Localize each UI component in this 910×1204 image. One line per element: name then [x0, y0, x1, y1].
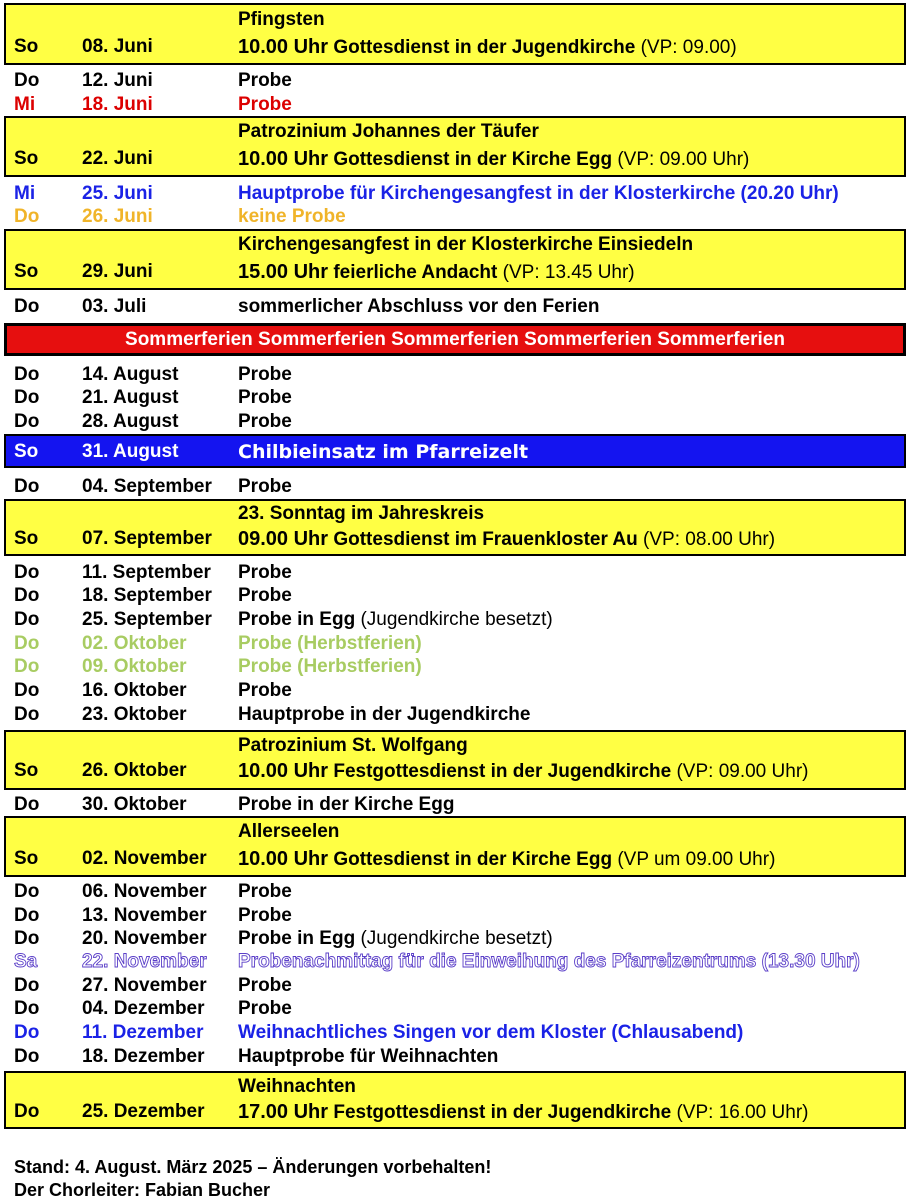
- row-note: (Jugendkirche besetzt): [360, 928, 553, 949]
- event-day: So: [14, 760, 39, 781]
- event-note: (VP: 09.00): [640, 37, 737, 58]
- row-text: Probe: [238, 975, 292, 996]
- row-text: Probe: [238, 411, 292, 432]
- row-text: Probe: [238, 998, 292, 1019]
- row-day: Do: [14, 364, 40, 385]
- event-date: 29. Juni: [82, 261, 153, 282]
- highlight-date: 31. August: [82, 441, 179, 462]
- event-date: 07. September: [82, 528, 212, 549]
- row-day: Do: [14, 562, 40, 583]
- row-text: Probe: [238, 364, 292, 385]
- row-day: Do: [14, 70, 40, 91]
- row-text: Probe in Egg: [238, 928, 356, 949]
- row-detail: [238, 928, 553, 950]
- row-note: (Jugendkirche besetzt): [360, 609, 553, 630]
- event-time: 09.00 Uhr: [238, 528, 329, 550]
- row-date: 18. Juni: [82, 94, 153, 115]
- row-text: Hauptprobe für Weihnachten: [238, 1046, 499, 1067]
- event-detail: [238, 1101, 808, 1124]
- event-day: So: [14, 261, 39, 282]
- row-day: Do: [14, 411, 40, 432]
- event-date: 25. Dezember: [82, 1101, 205, 1122]
- row-day: Do: [14, 1046, 40, 1067]
- event-time: 10.00 Uhr: [238, 760, 329, 782]
- row-day: Do: [14, 1022, 40, 1043]
- event-heading: Patrozinium Johannes der Täufer: [238, 121, 539, 142]
- row-day: Do: [14, 680, 40, 701]
- row-day: Do: [14, 633, 40, 654]
- row-text: Probe: [238, 387, 292, 408]
- row-date: 12. Juni: [82, 70, 153, 91]
- row-text: Probe: [238, 680, 292, 701]
- event-text: Gottesdienst im Frauenkloster Au: [333, 529, 638, 550]
- event-detail: [238, 760, 808, 783]
- event-day: So: [14, 848, 39, 869]
- event-time: 10.00 Uhr: [238, 148, 329, 170]
- row-date: 27. November: [82, 975, 207, 996]
- row-day: Mi: [14, 94, 36, 115]
- row-text: Probenachmittag für die Einweihung des Pfarreizentrums (13.30 Uhr): [238, 951, 860, 972]
- row-day: Do: [14, 585, 40, 606]
- event-day: So: [14, 148, 39, 169]
- row-date: 18. Dezember: [82, 1046, 205, 1067]
- row-day: Do: [14, 206, 40, 227]
- row-text: Probe (Herbstferien): [238, 633, 422, 654]
- row-day: Do: [14, 476, 40, 497]
- row-text: Probe: [238, 585, 292, 606]
- row-date: 13. November: [82, 905, 207, 926]
- event-text: Gottesdienst in der Kirche Egg: [333, 849, 613, 870]
- row-text: Probe: [238, 476, 292, 497]
- row-date: 30. Oktober: [82, 794, 187, 815]
- row-day: Do: [14, 704, 40, 725]
- event-detail: [238, 36, 737, 59]
- summer-break-text: Sommerferien Sommerferien Sommerferien Sommerferien Sommerferien: [125, 329, 785, 350]
- row-date: 02. Oktober: [82, 633, 187, 654]
- row-text: sommerlicher Abschluss vor den Ferien: [238, 296, 600, 317]
- row-date: 09. Oktober: [82, 656, 187, 677]
- event-time: 17.00 Uhr: [238, 1101, 329, 1123]
- row-text: Probe: [238, 70, 292, 91]
- row-text: Probe in der Kirche Egg: [238, 794, 455, 815]
- row-text: Probe: [238, 905, 292, 926]
- event-day: Do: [14, 1101, 40, 1122]
- row-day: Mi: [14, 183, 36, 204]
- row-date: 06. November: [82, 881, 207, 902]
- event-note: (VP um 09.00 Uhr): [617, 849, 776, 870]
- row-day: Do: [14, 387, 40, 408]
- row-day: Do: [14, 794, 40, 815]
- row-text: Hauptprobe für Kirchengesangfest in der Klosterkirche (20.20 Uhr): [238, 183, 839, 204]
- row-date: 16. Oktober: [82, 680, 187, 701]
- row-date: 23. Oktober: [82, 704, 187, 725]
- event-note: (VP: 09.00 Uhr): [676, 761, 809, 782]
- row-day: Do: [14, 905, 40, 926]
- event-detail: [238, 528, 775, 551]
- row-date: 04. September: [82, 476, 212, 497]
- event-time: 10.00 Uhr: [238, 848, 329, 870]
- row-date: 21. August: [82, 387, 179, 408]
- event-text: Gottesdienst in der Jugendkirche: [333, 37, 636, 58]
- row-date: 26. Juni: [82, 206, 153, 227]
- row-date: 11. Dezember: [82, 1022, 204, 1043]
- row-date: 11. September: [82, 562, 211, 583]
- event-heading: 23. Sonntag im Jahreskreis: [238, 503, 485, 524]
- event-date: 26. Oktober: [82, 760, 187, 781]
- event-text: Gottesdienst in der Kirche Egg: [333, 149, 613, 170]
- row-date: 03. Juli: [82, 296, 147, 317]
- row-text: Probe: [238, 562, 292, 583]
- row-date: 25. Juni: [82, 183, 153, 204]
- row-text: Hauptprobe in der Jugendkirche: [238, 704, 531, 725]
- event-day: So: [14, 528, 39, 549]
- event-heading: Pfingsten: [238, 9, 325, 30]
- row-date: 04. Dezember: [82, 998, 205, 1019]
- row-day: Do: [14, 609, 40, 630]
- row-text: Probe: [238, 94, 292, 115]
- event-heading: Kirchengesangfest in der Klosterkirche Einsiedeln: [238, 234, 694, 255]
- row-text: Probe (Herbstferien): [238, 656, 422, 677]
- row-date: 20. November: [82, 928, 207, 949]
- row-detail: [238, 609, 553, 631]
- event-time: 15.00 Uhr: [238, 261, 329, 283]
- event-note: (VP: 08.00 Uhr): [643, 529, 776, 550]
- row-day: Sa: [14, 951, 38, 972]
- footer-status: Stand: 4. August. März 2025 – Änderungen vorbehalten!: [14, 1157, 492, 1177]
- row-day: Do: [14, 998, 40, 1019]
- row-text: Weihnachtliches Singen vor dem Kloster (Chlausabend): [238, 1022, 744, 1043]
- event-heading: Weihnachten: [238, 1076, 356, 1097]
- event-text: Festgottesdienst in der Jugendkirche: [333, 761, 672, 782]
- highlight-text: Chilbieinsatz im Pfarreizelt: [238, 441, 529, 463]
- row-day: Do: [14, 975, 40, 996]
- event-detail: [238, 148, 749, 171]
- event-date: 02. November: [82, 848, 207, 869]
- footer-leader: Der Chorleiter: Fabian Bucher: [14, 1180, 271, 1200]
- event-date: 22. Juni: [82, 148, 153, 169]
- row-day: Do: [14, 296, 40, 317]
- event-note: (VP: 16.00 Uhr): [676, 1102, 809, 1123]
- event-day: So: [14, 36, 39, 57]
- event-note: (VP: 13.45 Uhr): [502, 262, 635, 283]
- event-heading: Patrozinium St. Wolfgang: [238, 735, 468, 756]
- event-text: Festgottesdienst in der Jugendkirche: [333, 1102, 672, 1123]
- event-detail: [238, 848, 775, 871]
- row-text: Probe in Egg: [238, 609, 356, 630]
- row-day: Do: [14, 881, 40, 902]
- event-detail: [238, 261, 635, 284]
- event-heading: Allerseelen: [238, 821, 340, 842]
- row-text: Probe: [238, 881, 292, 902]
- row-day: Do: [14, 928, 40, 949]
- row-date: 18. September: [82, 585, 212, 606]
- row-day: Do: [14, 656, 40, 677]
- row-date: 28. August: [82, 411, 179, 432]
- row-date: 25. September: [82, 609, 212, 630]
- row-date: 22. November: [82, 951, 207, 972]
- highlight-day: So: [14, 441, 39, 462]
- event-time: 10.00 Uhr: [238, 36, 329, 58]
- event-note: (VP: 09.00 Uhr): [617, 149, 750, 170]
- event-text: feierliche Andacht: [333, 262, 498, 283]
- event-date: 08. Juni: [82, 36, 153, 57]
- row-date: 14. August: [82, 364, 179, 385]
- row-text: keine Probe: [238, 206, 346, 227]
